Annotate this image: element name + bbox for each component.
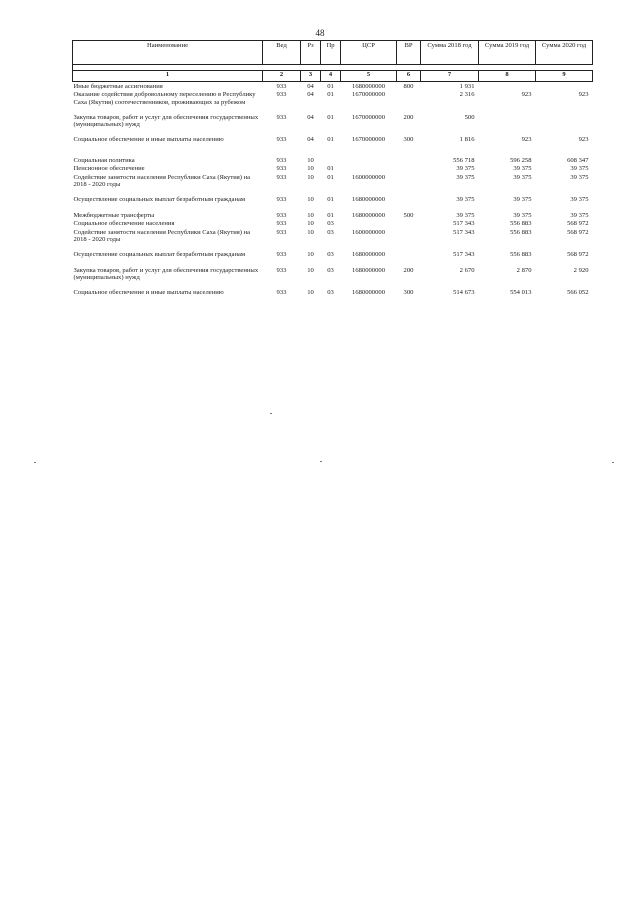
row-csr: 1600000000	[352, 228, 385, 236]
row-sum-2019: 556 883	[510, 228, 532, 236]
row-sum-2020: 568 972	[567, 251, 589, 259]
row-rz: 10	[307, 228, 314, 236]
row-rz: 04	[307, 113, 314, 121]
column-number: 6	[397, 71, 421, 82]
row-pr: 01	[327, 211, 334, 219]
header-sum-2020: Сумма 2020 год	[536, 41, 593, 65]
scan-speck	[612, 462, 614, 463]
row-pr: 01	[327, 173, 334, 181]
row-sum-2020: 2 920	[573, 266, 589, 274]
row-ved: 933	[276, 173, 287, 181]
row-pr: 01	[327, 136, 334, 144]
row-name: Закупка товаров, работ и услуг для обеспечения государственных (муниципальных) нужд	[73, 113, 259, 129]
row-rz: 10	[307, 165, 314, 173]
row-sum-2020: 568 972	[567, 228, 589, 236]
row-sum-2020: 608 347	[567, 156, 589, 164]
header-name: Наименование	[73, 41, 263, 65]
header-pr: Пр	[321, 41, 341, 65]
row-sum-2018: 39 375	[456, 165, 475, 173]
row-vr: 200	[403, 266, 414, 274]
row-name: Оказание содействия добровольному переселению в Республику Саха (Якутия) соотечественников, проживающих за рубежом	[73, 91, 256, 106]
table-row	[73, 165, 593, 174]
row-csr: 1600000000	[352, 173, 385, 181]
row-vr	[397, 220, 421, 229]
row-ved: 933	[276, 156, 287, 164]
row-sum-2020: 566 052	[567, 289, 589, 297]
row-sum-2020: 39 375	[570, 173, 589, 181]
scan-speck	[320, 461, 322, 462]
column-number: 7	[421, 71, 479, 82]
row-ved: 933	[276, 289, 287, 297]
row-sum-2019: 39 375	[513, 165, 532, 173]
row-sum-2020: 568 972	[567, 220, 589, 228]
row-pr: 03	[327, 289, 334, 297]
row-vr	[397, 165, 421, 174]
row-sum-2019: 2 870	[516, 266, 532, 274]
row-sum-2018: 517 343	[453, 220, 475, 228]
row-csr: 1680000000	[352, 196, 385, 204]
row-csr: 1680000000	[352, 289, 385, 297]
column-number: 2	[263, 71, 301, 82]
scan-speck	[270, 413, 272, 414]
table-row	[73, 189, 593, 204]
row-sum-2020: 923	[578, 136, 589, 144]
column-number: 3	[301, 71, 321, 82]
row-ved: 933	[276, 91, 287, 99]
row-pr: 03	[327, 228, 334, 236]
row-sum-2019: 554 013	[510, 289, 532, 297]
table-row	[73, 129, 593, 144]
row-sum-2019: 39 375	[513, 196, 532, 204]
row-vr	[397, 91, 421, 107]
row-rz: 10	[307, 220, 314, 228]
table-row	[73, 260, 593, 283]
header-csr: ЦСР	[341, 41, 397, 65]
row-csr	[341, 145, 397, 165]
row-ved: 933	[276, 113, 287, 121]
row-rz: 04	[307, 91, 314, 99]
row-csr: 1680000000	[352, 82, 385, 90]
table-row	[73, 91, 593, 107]
row-sum-2019: 596 258	[510, 156, 532, 164]
row-vr	[397, 189, 421, 204]
row-name: Социальная политика	[73, 156, 135, 164]
row-rz: 10	[307, 266, 314, 274]
table-row	[73, 145, 593, 165]
row-sum-2020: 39 375	[570, 165, 589, 173]
header-row	[73, 41, 593, 65]
table-row	[73, 205, 593, 220]
row-pr: 01	[327, 91, 334, 99]
table-row	[73, 107, 593, 130]
row-sum-2020: 39 375	[570, 211, 589, 219]
row-sum-2019: 39 375	[513, 173, 532, 181]
row-csr	[341, 165, 397, 174]
row-sum-2018: 2 670	[459, 266, 475, 274]
row-sum-2018: 39 375	[456, 173, 475, 181]
row-csr: 1670000000	[352, 136, 385, 144]
row-sum-2018: 500	[464, 113, 475, 121]
row-sum-2019: 923	[521, 91, 532, 99]
row-vr	[397, 244, 421, 259]
row-ved: 933	[276, 211, 287, 219]
row-ved: 933	[276, 251, 287, 259]
row-pr: 03	[327, 251, 334, 259]
row-csr: 1680000000	[352, 251, 385, 259]
row-sum-2020	[536, 82, 593, 91]
header-sum-2019: Сумма 2019 год	[479, 41, 536, 65]
page-number: 48	[315, 28, 325, 38]
row-vr	[397, 145, 421, 165]
row-pr: 03	[327, 266, 334, 274]
row-pr: 03	[327, 220, 334, 228]
table-row	[73, 282, 593, 297]
row-sum-2018: 517 343	[453, 228, 475, 236]
row-sum-2020: 923	[578, 91, 589, 99]
table-row	[73, 244, 593, 259]
row-name: Межбюджетные трансферты	[73, 211, 155, 219]
row-name: Социальное обеспечение и иные выплаты населению	[73, 289, 224, 297]
row-ved: 933	[276, 82, 287, 90]
row-rz: 10	[307, 289, 314, 297]
row-vr: 200	[403, 113, 414, 121]
row-name: Содействие занятости населения Республики Саха (Якутия) на 2018 - 2020 годы	[73, 173, 251, 189]
row-name: Иные бюджетные ассигнования	[73, 82, 163, 90]
header-vr: ВР	[397, 41, 421, 65]
row-sum-2019	[479, 82, 536, 91]
row-ved: 933	[276, 228, 287, 236]
row-name: Социальное обеспечение и иные выплаты населению	[73, 136, 224, 144]
row-ved: 933	[276, 220, 287, 228]
row-sum-2019: 556 883	[510, 251, 532, 259]
budget-table	[72, 40, 593, 297]
row-csr: 1680000000	[352, 211, 385, 219]
row-sum-2018: 39 375	[456, 211, 475, 219]
row-sum-2019	[479, 107, 536, 130]
column-number: 5	[341, 71, 397, 82]
row-sum-2018: 514 673	[453, 289, 475, 297]
row-vr: 300	[403, 136, 414, 144]
row-name: Закупка товаров, работ и услуг для обеспечения государственных (муниципальных) нужд	[73, 266, 259, 282]
row-sum-2018: 1 816	[459, 136, 475, 144]
row-rz: 10	[307, 173, 314, 181]
table-row	[73, 82, 593, 91]
header-sum-2018: Сумма 2018 год	[421, 41, 479, 65]
row-pr: 01	[327, 165, 334, 173]
row-sum-2018: 1 931	[459, 82, 475, 90]
row-sum-2019: 923	[521, 136, 532, 144]
table-row	[73, 220, 593, 229]
row-ved: 933	[276, 196, 287, 204]
row-csr: 1680000000	[352, 266, 385, 274]
scan-speck	[34, 462, 36, 463]
row-rz: 10	[307, 211, 314, 219]
column-number: 8	[479, 71, 536, 82]
row-name: Содействие занятости населения Республики Саха (Якутия) на 2018 - 2020 годы	[73, 228, 251, 244]
row-rz: 04	[307, 82, 314, 90]
row-sum-2019: 556 883	[510, 220, 532, 228]
row-vr: 800	[403, 82, 414, 90]
row-rz: 10	[307, 156, 314, 164]
row-vr: 300	[403, 289, 414, 297]
row-csr: 1670000000	[352, 113, 385, 121]
row-csr: 1670000000	[352, 91, 385, 99]
row-pr: 01	[327, 113, 334, 121]
table-row	[73, 173, 593, 189]
row-sum-2019: 39 375	[513, 211, 532, 219]
row-ved: 933	[276, 266, 287, 274]
row-rz: 10	[307, 196, 314, 204]
row-name: Пенсионное обеспечение	[73, 165, 145, 173]
column-number: 4	[321, 71, 341, 82]
row-pr	[321, 145, 341, 165]
row-pr: 01	[327, 196, 334, 204]
row-pr: 01	[327, 82, 334, 90]
row-name: Осуществление социальных выплат безработным гражданам	[73, 251, 246, 259]
column-numbers-row	[73, 71, 593, 82]
table-row	[73, 228, 593, 244]
row-sum-2018: 556 718	[453, 156, 475, 164]
row-rz: 10	[307, 251, 314, 259]
header-rz: Рз	[301, 41, 321, 65]
row-rz: 04	[307, 136, 314, 144]
row-vr	[397, 173, 421, 189]
column-number: 1	[73, 71, 263, 82]
column-number: 9	[536, 71, 593, 82]
row-csr	[341, 220, 397, 229]
row-sum-2020: 39 375	[570, 196, 589, 204]
header-ved: Вед	[263, 41, 301, 65]
row-ved: 933	[276, 165, 287, 173]
row-sum-2020	[536, 107, 593, 130]
row-name: Социальное обеспечение населения	[73, 220, 175, 228]
row-ved: 933	[276, 136, 287, 144]
row-sum-2018: 517 343	[453, 251, 475, 259]
row-sum-2018: 2 316	[459, 91, 475, 99]
row-sum-2018: 39 375	[456, 196, 475, 204]
row-vr: 500	[403, 211, 414, 219]
row-name: Осуществление социальных выплат безработным гражданам	[73, 196, 246, 204]
row-vr	[397, 228, 421, 244]
